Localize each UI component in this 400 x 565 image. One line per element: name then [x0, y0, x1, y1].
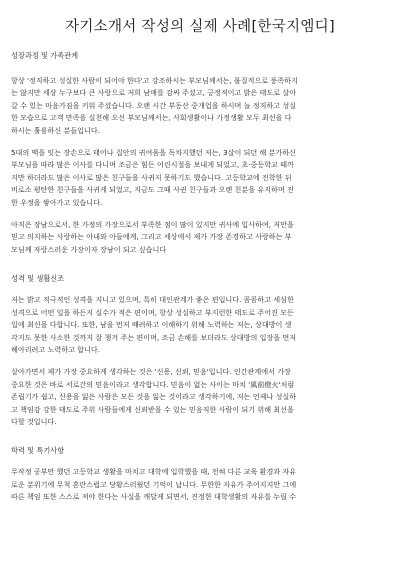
paragraph-growth-2	[11, 147, 389, 209]
text-line: 존립기가 쉽고, 신용을 잃은 사람은 모든 것을 잃는 것이라고 생각하기에, 저는 언제나 성실하	[11, 392, 297, 402]
text-line: 고 책임감 강한 태도로 주위 사람들에게 신뢰받을 수 있는 믿음직한 사람이 되기 위해 최선을	[11, 404, 294, 414]
text-line: 5대의 맥을 잇는 장손으로 태어나 집안의 귀여움을 독차지했던 저는, 3살이 되던 해 분가하신	[11, 148, 297, 158]
text-line: 살아가면서 제가 가장 중요하게 생각하는 것은 '신용, 신뢰, 믿음'입니다. 인간관계에서 가장	[11, 367, 291, 377]
section-heading-personality: 성격 및 생활신조	[11, 274, 65, 284]
text-line: 하시는 훌륭하신 분들입니다.	[11, 125, 100, 135]
text-line: 헤아리려고 노력하고 합니다.	[11, 344, 100, 354]
document-title: 자기소개서 작성의 실제 사례[한국지엠디]	[65, 19, 335, 35]
text-line: 모님께 자랑스러운 가장이자 장남이 되고 싶습니다	[11, 244, 167, 254]
paragraph-personality-2	[11, 366, 389, 428]
text-line: 한 우정을 쌓아가고 있습니다.	[11, 197, 103, 207]
paragraph-personality-1	[11, 294, 389, 356]
text-line: 한 모습으로 고객 만족을 실천해 오신 부모님께서는, 사회생활이나 가정생활 모두 최선을 다	[11, 113, 292, 123]
text-line: 는 않지만 세상 누구보다 큰 사랑으로 저희 남매를 감싸 주셨고, 긍정적이고 밝은 태도로 살아	[11, 88, 297, 98]
paragraph-growth-1	[11, 75, 389, 137]
text-line: 부모님을 따라 많은 이사를 다니며 조금은 힘든 어린시절을 보내게 되었고, 초·중등학교 때까	[11, 160, 294, 170]
text-line: 중요한 것은 바로 서로간의 믿음이라고 생각합니다. 믿음이 없는 사이는 마치 '風前燈火'처럼	[11, 379, 295, 389]
text-line: 지만 하더라도 많은 이사로 많은 친구들을 사귀지 못하기도 했습니다. 고등학교에 진학한 뒤	[11, 172, 292, 182]
text-line: 갈 수 있는 마음가짐을 키워 주셨습니다. 오랜 시간 부동산 중개업을 하시며 늘 정직하고 성실	[11, 100, 297, 110]
text-line: 로운 분위기에 무척 혼란스럽고 당황스러웠던 기억이 납니다. 무한한 자유가 주어지지만 그에	[11, 479, 297, 489]
paragraph-education-1	[11, 466, 389, 503]
section-heading-growth: 성장과정 및 가족관계	[11, 51, 79, 60]
text-line: 각지도 못한 사소한 것까지 잘 챙겨 주는 편이며, 조금 손해를 보더라도 상대방의 입장을 먼저	[11, 332, 297, 342]
text-line: 아직은 장남으로서, 한 가정의 가장으로서 부족한 점이 많이 있지만 귀사에 입사하여, 저만을	[11, 220, 294, 230]
text-line: 비로소 평탄한 친구들을 사귀게 되었고, 지금도 그때 사귄 친구들과 오랜 친분을 유지하며 진	[11, 185, 294, 195]
paragraph-growth-3	[11, 219, 389, 256]
section-heading-education: 학력 및 특기사항	[11, 446, 65, 456]
text-line: 무작정 공부만 했던 고등학교 생활을 마치고 대학에 입학했을 때, 전혀 다른 교육 환경과 자유	[11, 467, 297, 477]
text-line: 항상 '정직하고 성실한 사람이 되어야 한다'고 강조하시는 부모님께서는, 물질적으로 풍족하지	[11, 76, 298, 85]
text-line: 따른 책임 또한 스스로 져야 한다는 사실을 깨달게 되면서, 진정한 대학생활의 자유를 누릴 수	[11, 492, 297, 502]
text-line: 일에 최선을 다합니다. 또한, 남을 먼저 배려하고 이해하기 위해 노력하는 저는, 상대방이 생	[11, 320, 292, 330]
text-line: 저는 밝고 적극적인 성격을 지니고 있으며, 특히 대인관계가 좋은 편입니다. 꼼꼼하고 세심한	[11, 295, 294, 305]
text-line: 다할 것입니다.	[11, 416, 57, 426]
text-line: 믿고 의지하는 사랑하는 아내와 아들에게, 그리고 세상에서 제가 가장 존경하고 사랑하는 부	[11, 232, 292, 242]
text-line: 성격으로 어떤 일을 하든지 실수가 적은 편이며, 항상 성실하고 부지런한 태도로 주어진 모든	[11, 307, 294, 317]
